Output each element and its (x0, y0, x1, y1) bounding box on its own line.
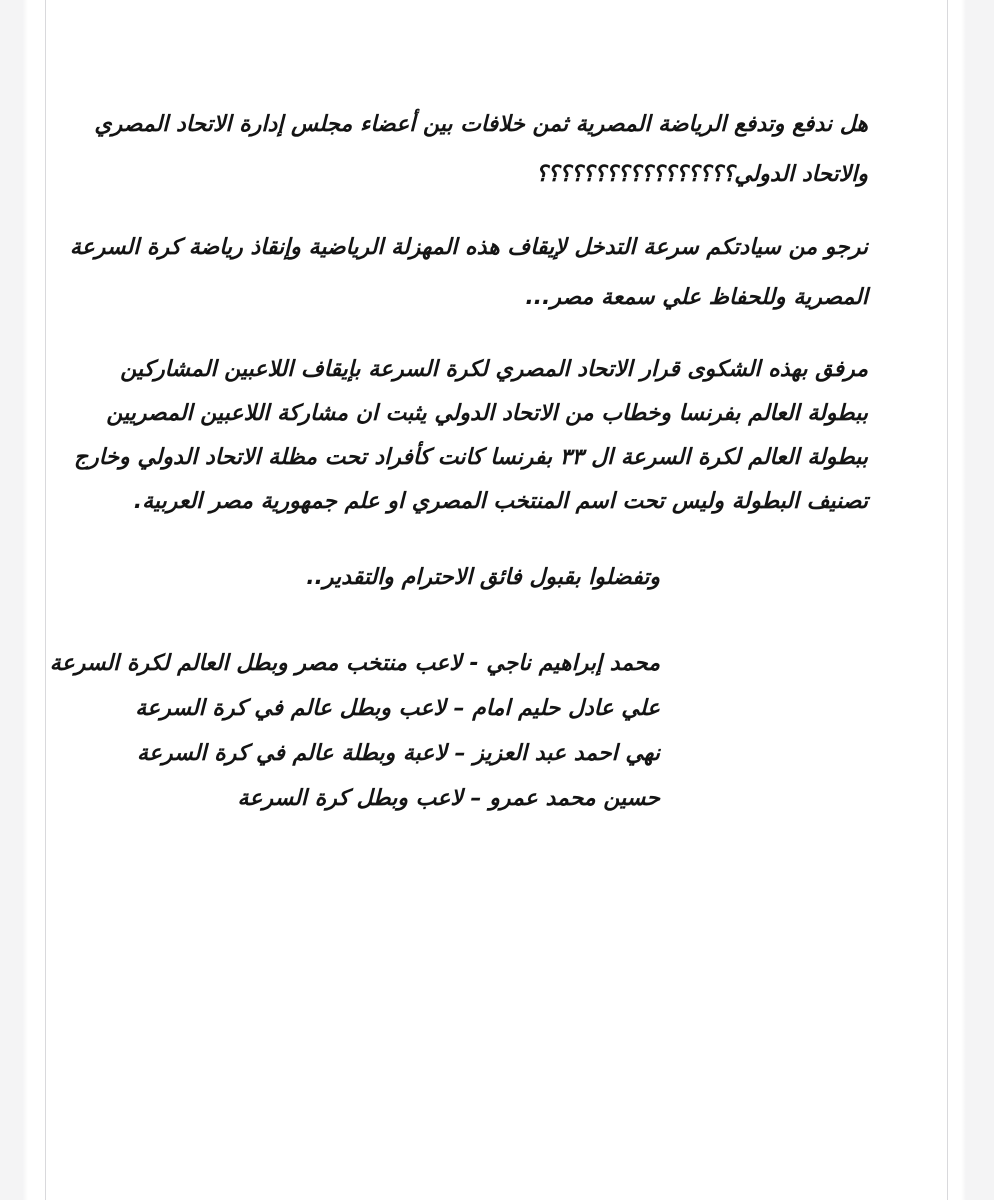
letter-page (46, 0, 947, 1200)
right-margin-gutter (961, 0, 994, 1200)
body-line: مرفق بهذه الشكوى قرار الاتحاد المصري لكرة السرعة بإيقاف اللاعبين المشاركين (120, 357, 868, 382)
signature-line: حسين محمد عمرو – لاعب وبطل كرة السرعة (237, 786, 660, 811)
closing-salutation (306, 558, 660, 598)
body-line: المصرية وللحفاظ علي سمعة مصر... (525, 285, 868, 310)
signatures-block (50, 641, 660, 821)
body-line: ببطولة العالم بفرنسا وخطاب من الاتحاد الدولي يثبت ان مشاركة اللاعبين المصريين (106, 401, 868, 426)
signature-line: محمد إبراهيم ناجي - لاعب منتخب مصر وبطل العالم لكرة السرعة (49, 651, 660, 676)
body-line: هل ندفع وتدفع الرياضة المصرية ثمن خلافات بين أعضاء مجلس إدارة الاتحاد المصري (94, 112, 868, 137)
body-line-question-marks: والاتحاد الدولي؟؟؟؟؟؟؟؟؟؟؟؟؟؟؟؟؟ (535, 162, 868, 187)
page-right-edge-rule (947, 0, 948, 1200)
left-margin-gutter (0, 0, 28, 1200)
body-line: ببطولة العالم لكرة السرعة ال ٣٣ بفرنسا كانت كأفراد تحت مظلة الاتحاد الدولي وخارج (73, 445, 868, 470)
paragraph-attachment (74, 348, 868, 524)
closing-line: وتفضلوا بقبول فائق الاحترام والتقدير.. (306, 565, 660, 590)
signature-line: نهي احمد عبد العزيز – لاعبة وبطلة عالم في كرة السرعة (137, 741, 660, 766)
body-line: تصنيف البطولة وليس تحت اسم المنتخب المصري او علم جمهورية مصر العربية. (133, 489, 868, 514)
paragraph-request (70, 223, 868, 323)
signature-line: علي عادل حليم امام – لاعب وبطل عالم في كرة السرعة (135, 696, 660, 721)
body-line: نرجو من سيادتكم سرعة التدخل لإيقاف هذه المهزلة الرياضية وإنقاذ رياضة كرة السرعة (69, 235, 868, 260)
paragraph-question (94, 100, 868, 200)
